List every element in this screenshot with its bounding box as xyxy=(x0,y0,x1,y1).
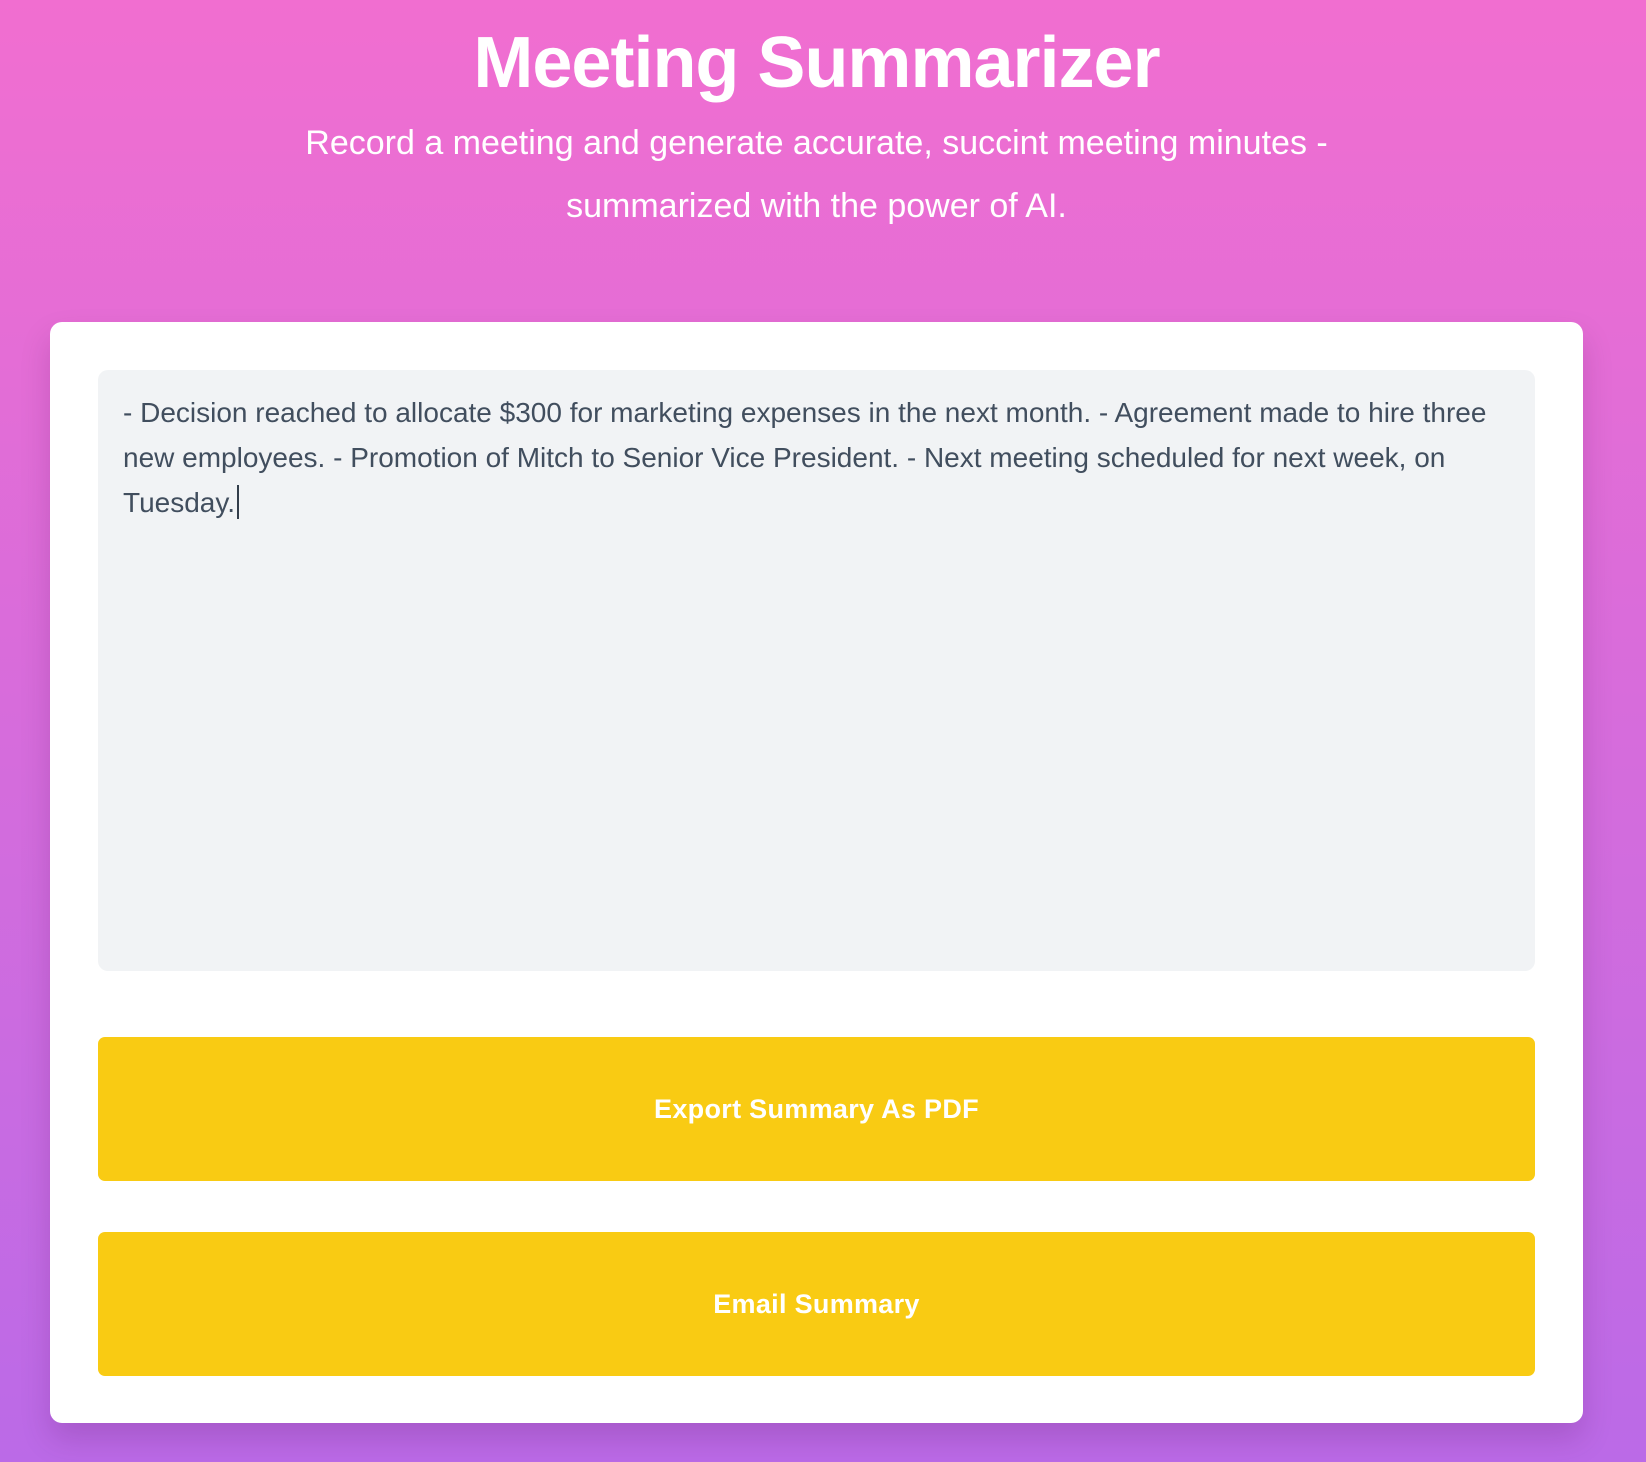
text-caret xyxy=(237,485,239,519)
page-subtitle xyxy=(50,112,1583,238)
email-summary-button[interactable]: Email Summary xyxy=(98,1232,1535,1376)
page-subtitle-line-1: Record a meeting and generate accurate, succint meeting minutes - xyxy=(305,124,1328,162)
page-subtitle-line-2: summarized with the power of AI. xyxy=(566,187,1067,225)
export-pdf-button[interactable]: Export Summary As PDF xyxy=(98,1037,1535,1181)
page-container xyxy=(50,0,1583,1423)
summary-text: - Decision reached to allocate $300 for marketing expenses in the next month. - Agreement made to hire three new employees. - Promotion of Mitch to Senior Vice President. - Next meeting scheduled for next week, on Tuesday. xyxy=(123,397,1495,518)
summary-card xyxy=(50,322,1583,1423)
summary-textarea[interactable] xyxy=(98,370,1535,971)
app-header xyxy=(50,0,1583,238)
page-title: Meeting Summarizer xyxy=(473,23,1160,103)
